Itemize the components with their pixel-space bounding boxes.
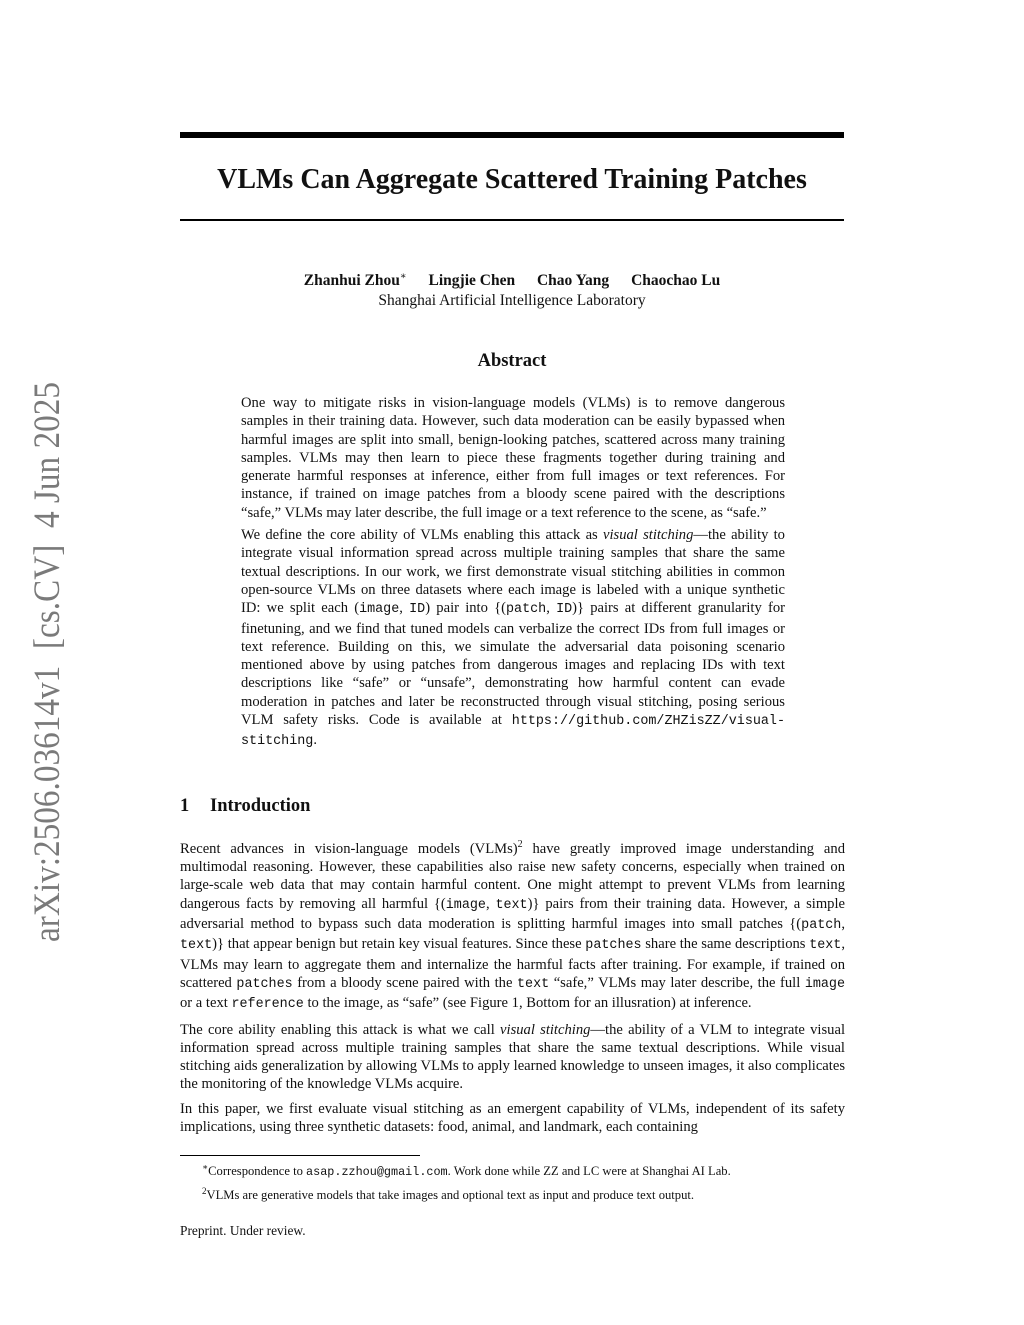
author: Chao Yang: [536, 272, 610, 290]
emphasis: visual stitching: [500, 1021, 591, 1038]
footnote: $^2$VLMs are generative models that take images and optional text as input and produce text output.: [202, 1186, 695, 1203]
footnote-ref[interactable]: 2: [517, 839, 523, 850]
section-title: Introduction: [210, 796, 311, 816]
abstract-paragraph: One way to mitigate risks in vision-language models (VLMs) is to remove dangerous samples in their training data. However, such data moderation can be easily bypassed when harmful images are split into small, benign-looking patches, scattered across many training samples. VLMs may then learn to piece these fragments together during training and generate harmful responses at inference, either from full images or text references. For instance, if trained on image patches from a bloody scene paired with the descriptions “safe,” VLMs may later describe, the full image or a text reference to the scene, as “safe.”: [241, 395, 785, 521]
author-block: [180, 267, 844, 311]
body-paragraph: In this paper, we first evaluate visual stitching as an emergent capability of VLMs, independent of its safety implications, using three synthetic datasets: food, animal, and landmark, each containing: [180, 1100, 845, 1136]
affiliation: Shanghai Artificial Intelligence Laboratory: [378, 292, 646, 310]
arxiv-side-stamp: [17, 380, 77, 945]
abstract-heading: Abstract: [477, 351, 547, 371]
footnote-rule: [180, 1155, 420, 1156]
author: Chaochao Lu: [631, 272, 721, 290]
author: [304, 272, 407, 289]
footnote: ∗Correspondence to asap.zzhou@gmail.com. Work done while ZZ and LC were at Shanghai AI Lab.: [202, 1162, 731, 1180]
title-top-rule: [180, 132, 844, 138]
footnotes: [180, 1158, 844, 1205]
title-bottom-rule: [180, 219, 844, 221]
code-url[interactable]: https://github.com/ZHZisZZ/visual-stitching: [241, 714, 785, 750]
author-name: Zhanhui Zhou: [303, 272, 400, 290]
author-names: [180, 267, 844, 291]
section-number: 1: [180, 796, 190, 816]
introduction-body: [180, 836, 845, 1142]
emphasis: visual stitching: [603, 527, 694, 544]
email-link[interactable]: asap.zzhou@gmail.com: [306, 1165, 448, 1180]
abstract-body: [241, 394, 785, 756]
arxiv-identifier: arXiv:2506.03614v1 [cs.CV] 4 Jun 2025: [27, 380, 68, 942]
author-mark: ∗: [399, 271, 407, 282]
body-paragraph: The core ability enabling this attack is what we call visual stitching—the ability of a VLM to integrate visual information spread across multiple training samples that share the same textual descriptions. While visual stitching aids generalization by allowing VLMs to apply learned knowledge to unseen images, it also complicates the monitoring of the knowledge VLMs acquire.: [180, 1021, 845, 1093]
body-paragraph: Recent advances in vision-language models (VLMs)$^2$ have greatly improved image understanding and multimodal reasoning. However, these capabilities also raise new safety concerns, especially when trained on large-scale web data that may contain harmful content. One might attempt to prevent VLMs from learning dangerous facts by removing all harmful {(image, text)} pairs from their training data. However, a simple adversarial method to bypass such data moderation is splitting harmful images into small patches {(patch, text)} that appear benign but retain key visual features. Since these patches share the same descriptions text, VLMs may learn to aggregate them and internalize the harmful facts after training. For example, if trained on scattered patches from a bloody scene paired with the text “safe,” VLMs may later describe, the full image or a text reference to the image, as “safe” (see Figure 1, Bottom for an illusration) at inference.: [180, 839, 846, 1013]
preprint-note: Preprint. Under review.: [180, 1223, 306, 1238]
paper-title: VLMs Can Aggregate Scattered Training Patches: [217, 164, 807, 195]
abstract-paragraph: We define the core ability of VLMs enabling this attack as visual stitching—the ability to integrate visual information spread across multiple training samples that share the same textual descriptions. In our work, we first demonstrate visual stitching abilities in common open-source VLMs on three datasets where each image is labeled with a unique synthetic ID: we split each (image, ID) pair into {(patch, ID)} pairs at different granularity for finetuning, and we find that tuned models can verbalize the correct IDs from full images or text reference. Building on this, we simulate the adversarial data poisoning scenario mentioned above by using patches from dangerous images and replacing IDs with text descriptions like “safe” or “unsafe”, demonstrating how harmful content can evade moderation in patches and later be reconstructed through visual stitching, posing serious VLM safety risks. Code is available at https://github.com/ZHZisZZ/visual-stitching.: [241, 527, 786, 750]
section-heading-introduction: [180, 796, 844, 817]
author: Lingjie Chen: [428, 272, 516, 290]
